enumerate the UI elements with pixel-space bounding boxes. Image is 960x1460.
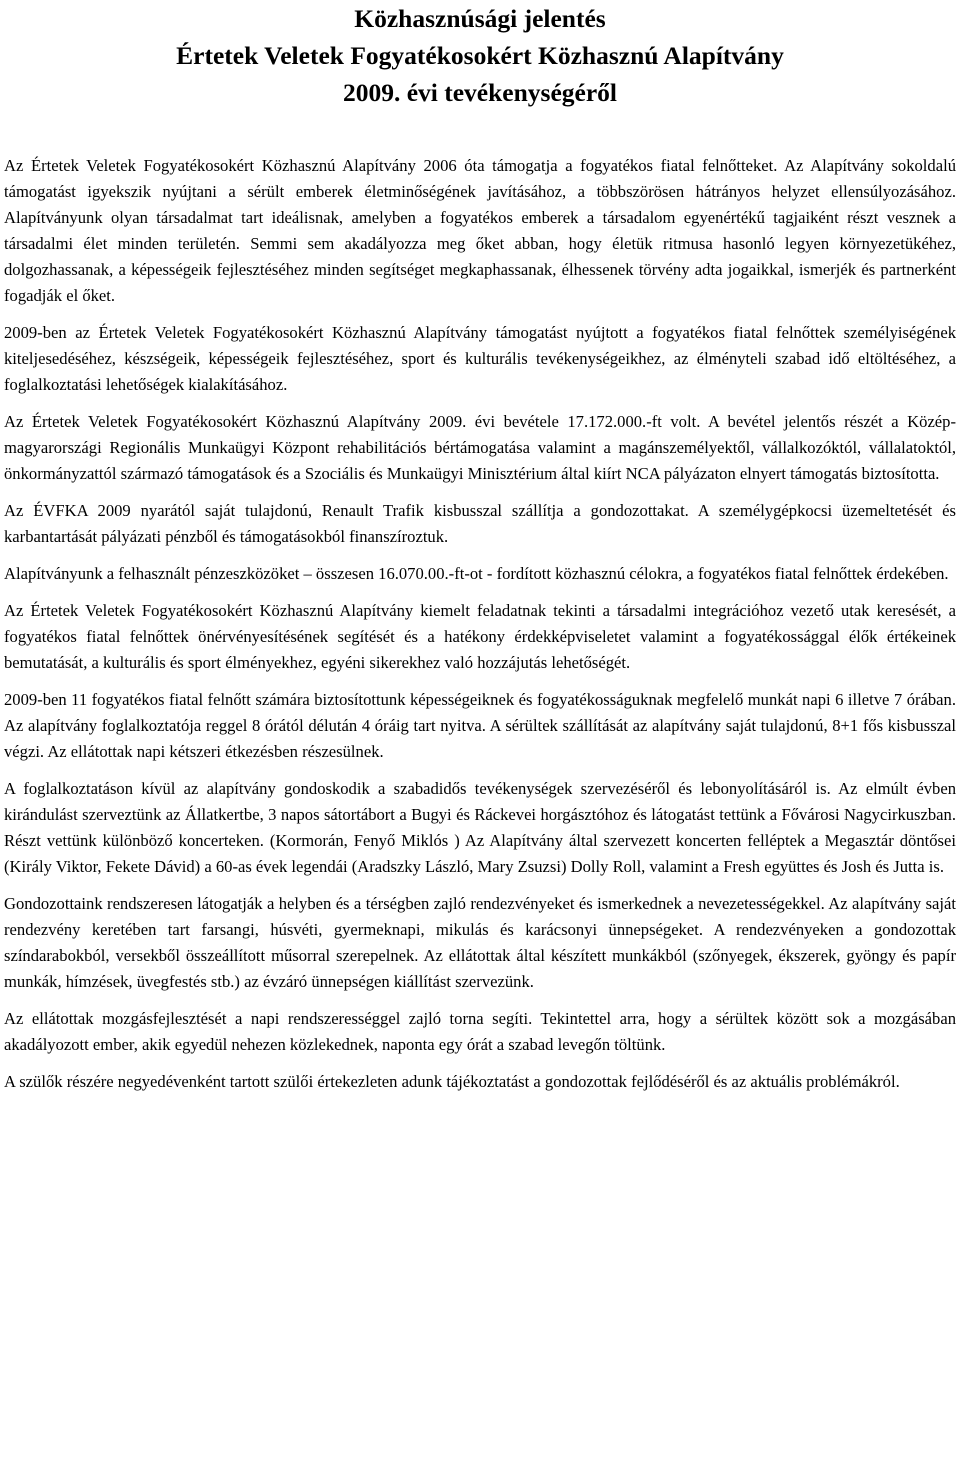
paragraph-introduction: Az Értetek Veletek Fogyatékosokért Közhasznú Alapítvány 2006 óta támogatja a fogyatékos fiatal felnőtteket. Az Alapítvány sokoldalú támogatást igyekszik nyújtani a sérült emberek életminőségének javításához, a többszörösen hátrányos helyzet ellensúlyozásához. Alapítványunk olyan társadalmat tart ideálisnak, amelyben a fogyatékos emberek a társadalom egyenértékű tagjaiként részt vesznek a társadalmi élet minden területén. Semmi sem akadályozza meg őket abban, hogy életük ritmusa hasonló legyen környezetükéhez, dolgozhassanak, a képességeik fejlesztéséhez minden segítséget megkaphassanak, élhessenek törvény adta jogaikkal, ismerjék és partnerként fogadják el őket. — [4, 156, 956, 305]
title-line-foundation: Értetek Veletek Fogyatékosokért Közhasznú Alapítvány — [176, 41, 784, 70]
paragraph-leisure: A foglalkoztatáson kívül az alapítvány gondoskodik a szabadidős tevékenységek szervezéséről és lebonyolításáról is. Az elmúlt évben kirándulást szerveztünk az Állatkertbe, 3 napos sátortábort a Bugyi és Ráckevei horgásztóhoz és látogatást tettünk a Fővárosi Nagycirkuszban. Részt vettünk különböző koncerteken. (Kormorán, Fenyő Miklós ) Az Alapítvány által szervezett koncerten felléptek a Megasztár döntősei (Király Viktor, Fekete Dávid) a 60-as évek legendái (Aradszky László, Mary Zsuzsi) Dolly Roll, valamint a Fresh együttes és Josh és Jutta is. — [4, 779, 956, 876]
paragraph-priorities: Az Értetek Veletek Fogyatékosokért Közhasznú Alapítvány kiemelt feladatnak tekinti a társadalmi integrációhoz vezető utak keresését, a fogyatékos fiatal felnőttek önérvényesítésének segítését és a hatékony érdekképviseletet valamint a fogyatékossággal élők értékeinek bemutatását, a kulturális és sport élményekhez, egyéni sikerekhez való hozzájutás lehetőségét. — [4, 601, 956, 672]
document-body — [4, 153, 956, 1095]
paragraph-movement: Az ellátottak mozgásfejlesztését a napi rendszerességgel zajló torna segíti. Tekintettel arra, hogy a sérültek között sok a mozgásában akadályozott ember, akik egyedül nehezen közlekednek, naponta egy órát a szabad levegőn töltünk. — [4, 1009, 956, 1054]
paragraph-income: Az Értetek Veletek Fogyatékosokért Közhasznú Alapítvány 2009. évi bevétele 17.172.000.-ft volt. A bevétel jelentős részét a Közép-magyarországi Regionális Munkaügyi Központ rehabilitációs bértámogatása valamint a magánszemélyektől, vállalkozóktól, vállalatoktól, önkormányzattól származó támogatások és a Szociális és Munkaügyi Minisztérium által kiírt NCA pályázaton elnyert támogatás biztosította. — [4, 412, 956, 483]
paragraph-events: Gondozottaink rendszeresen látogatják a helyben és a térségben zajló rendezvényeket és ismerkednek a nevezetességekkel. Az alapítvány saját rendezvény keretében tart farsangi, húsvéti, gyermeknapi, mikulás és karácsonyi ünnepségeket. A rendezvényeken a gondozottak színdarabokból, versekből összeállított műsorral szerepelnek. Az ellátottak által készített munkákból (szőnyegek, ékszerek, gyöngy és papír munkák, hímzések, üvegfestés stb.) az évzáró ünnepségen kiállítást szervezünk. — [4, 894, 956, 991]
paragraph-funds-used: Alapítványunk a felhasznált pénzeszközöket – összesen 16.070.00.-ft-ot - fordított közhasznú célokra, a fogyatékos fiatal felnőttek érdekében. — [4, 564, 949, 583]
paragraph-parents: A szülők részére negyedévenként tartott szülői értekezleten adunk tájékoztatást a gondozottak fejlődéséről és az aktuális problémákról. — [4, 1072, 900, 1091]
document-title — [4, 0, 956, 111]
title-line-report: Közhasznúsági jelentés — [354, 4, 606, 33]
title-line-year: 2009. évi tevékenységéről — [342, 78, 618, 107]
paragraph-employment: 2009-ben 11 fogyatékos fiatal felnőtt számára biztosítottunk képességeiknek és fogyatékosságuknak megfelelő munkát napi 6 illetve 7 órában. Az alapítvány foglalkoztatója reggel 8 órától délután 4 óráig tart nyitva. A sérültek szállítását az alapítvány saját tulajdonú, 8+1 fős kisbusszal végzi. Az ellátottak napi kétszeri étkezésben részesülnek. — [4, 690, 956, 761]
paragraph-2009-support: 2009-ben az Értetek Veletek Fogyatékosokért Közhasznú Alapítvány támogatást nyújtott a fogyatékos fiatal felnőttek személyiségének kiteljesedéséhez, készségeik, képességeik fejlesztéséhez, sport és kulturális tevékenységeikhez, az élményteli szabad idő eltöltéséhez, a foglalkoztatási lehetőségek kialakításához. — [4, 323, 956, 394]
paragraph-minibus: Az ÉVFKA 2009 nyarától saját tulajdonú, Renault Trafik kisbusszal szállítja a gondozottakat. A személygépkocsi üzemeltetését és karbantartását pályázati pénzből és támogatásokból finanszíroztuk. — [4, 501, 956, 546]
